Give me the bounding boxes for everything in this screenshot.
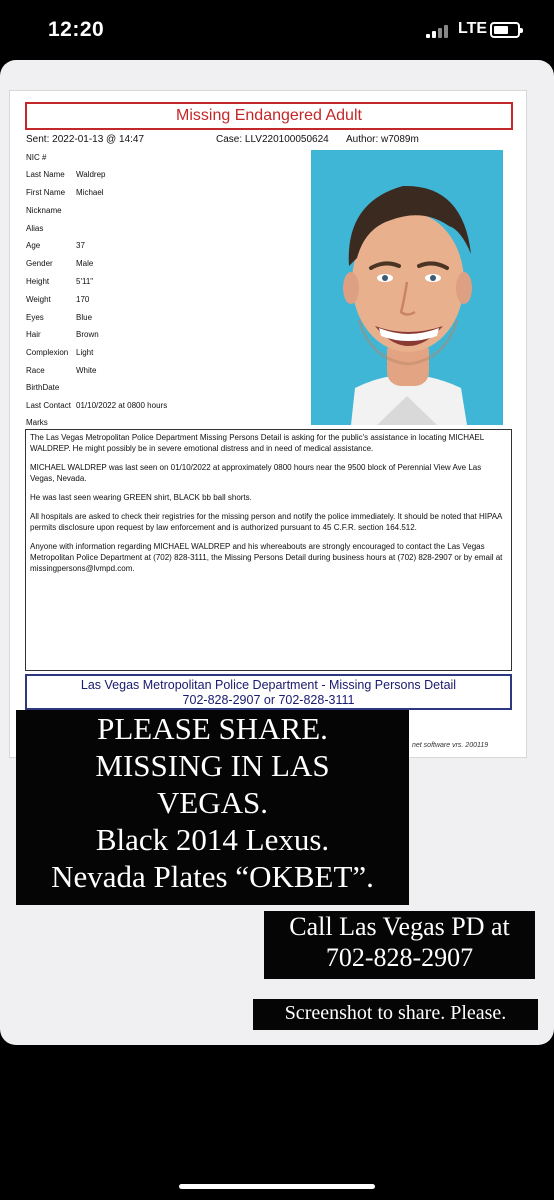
field-value-first-name: Michael	[76, 188, 104, 197]
field-label-hair: Hair	[26, 330, 41, 339]
status-time: 12:20	[48, 18, 105, 41]
field-label-nic: NIC #	[26, 153, 47, 162]
field-label-race: Race	[26, 366, 45, 375]
marks-label: Marks	[26, 418, 48, 427]
footer-phones: 702-828-2907 or 702-828-3111	[182, 693, 355, 707]
caption-line: Black 2014 Lexus.	[95, 822, 330, 857]
caption-line: Screenshot to share. Please.	[284, 1002, 507, 1024]
caption-line: Call Las Vegas PD at	[289, 912, 510, 941]
caption-line: 702-828-2907	[325, 943, 474, 972]
field-value-last-name: Waldrep	[76, 170, 106, 179]
missing-person-flyer	[9, 90, 527, 758]
marks-paragraph: All hospitals are asked to check their registries for the missing person and notify the police immediately. It should be noted that HIPAA permits disclosure upon request by law enforcement and is authorized pursuant to 45 C.F.R. section 164.512.	[30, 512, 502, 532]
battery-icon	[490, 22, 520, 38]
field-value-complexion: Light	[76, 348, 94, 357]
software-version: net software vrs. 200119	[412, 742, 489, 749]
cellular-signal-icon	[426, 24, 454, 38]
field-label-eyes: Eyes	[26, 313, 44, 322]
field-value-last-contact: 01/10/2022 at 0800 hours	[76, 401, 168, 410]
home-indicator[interactable]	[179, 1184, 375, 1189]
field-label-alias: Alias	[26, 224, 44, 233]
flyer-title-box	[25, 102, 513, 130]
footer-department: Las Vegas Metropolitan Police Department - Missing Persons Detail	[80, 678, 457, 692]
caption-line: VEGAS.	[156, 785, 269, 820]
flyer-footer	[25, 674, 512, 710]
field-value-age: 37	[76, 241, 85, 250]
marks-paragraph: Anyone with information regarding MICHAEL WALDREP and his whereabouts are strongly encouraged to contact the Las Vegas Metropolitan Police Department at (702) 828-3111, the Missing Persons Detail during business hours at (702) 828-2907 or by email at missingpersons@lvmpd.com.	[30, 542, 503, 573]
field-value-weight: 170	[76, 295, 90, 304]
caption-line: MISSING IN LAS	[95, 748, 330, 783]
field-value-race: White	[76, 366, 97, 375]
field-label-age: Age	[26, 241, 41, 250]
story-card	[0, 60, 554, 1045]
portrait-image	[311, 150, 503, 425]
flyer-title: Missing Endangered Adult	[176, 107, 362, 124]
person-photo	[311, 150, 503, 425]
field-label-first-name: First Name	[26, 188, 66, 197]
marks-paragraph: He was last seen wearing GREEN shirt, BLACK bb ball shorts.	[30, 493, 252, 502]
caption-line: Nevada Plates “OKBET”.	[51, 859, 374, 894]
field-label-weight: Weight	[26, 295, 51, 304]
field-label-last-contact: Last Contact	[26, 401, 71, 410]
field-value-hair: Brown	[76, 330, 99, 339]
screenshot-caption	[253, 999, 538, 1030]
author-id: Author: w7089m	[346, 134, 419, 145]
case-number: Case: LLV220100050624	[216, 134, 329, 145]
field-label-height: Height	[26, 277, 50, 286]
field-label-birthdate: BirthDate	[26, 383, 60, 392]
call-police-caption	[264, 911, 535, 979]
field-label-nickname: Nickname	[26, 206, 62, 215]
field-label-gender: Gender	[26, 259, 53, 268]
share-caption	[16, 710, 409, 905]
marks-paragraph: The Las Vegas Metropolitan Police Department Missing Persons Detail is asking for the public's assistance in locating MICHAEL WALDREP. He might possibly be in severe emotional distress and in need of medical assistance.	[30, 433, 484, 453]
caption-line: PLEASE SHARE.	[97, 711, 328, 746]
field-value-gender: Male	[76, 259, 94, 268]
field-value-eyes: Blue	[76, 313, 93, 322]
sent-date: Sent: 2022-01-13 @ 14:47	[26, 134, 145, 145]
marks-text-box	[25, 429, 512, 671]
field-value-height: 5'11"	[76, 277, 94, 286]
status-bar	[0, 0, 554, 60]
field-label-complexion: Complexion	[26, 348, 69, 357]
marks-paragraph: MICHAEL WALDREP was last seen on 01/10/2022 at approximately 0800 hours near the 9500 block of Perennial View Ave Las Vegas, Nevada.	[30, 463, 482, 483]
network-type: LTE	[458, 20, 488, 37]
field-label-last-name: Last Name	[26, 170, 65, 179]
